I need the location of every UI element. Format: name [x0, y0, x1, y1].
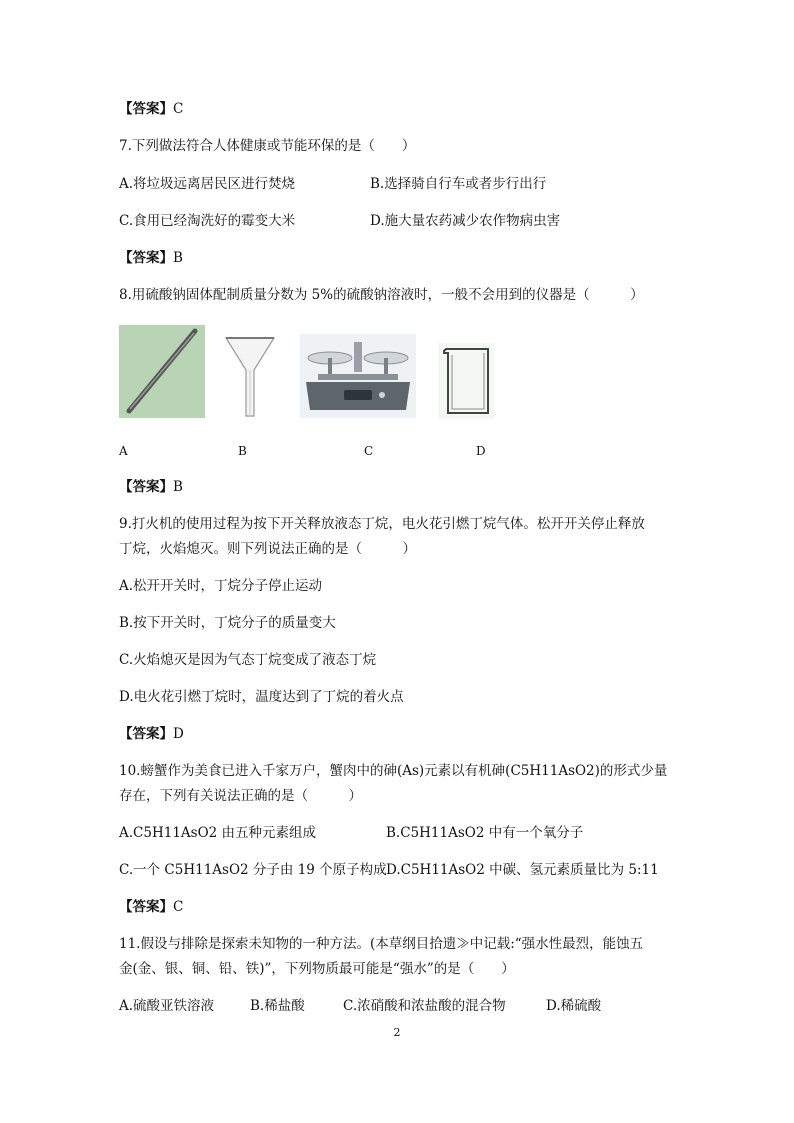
answer-q6: 【答案】C	[119, 101, 184, 117]
q7-option-d: D.施大量农药减少农作物病虫害	[370, 213, 561, 229]
question-10-stem-line1: 10.螃蟹作为美食已进入千家万户，蟹肉中的砷(As)元素以有机砷(C5H11AsO2)的形式少量	[119, 763, 668, 779]
question-11-stem-line2: 金(金、银、铜、铅、铁)”，下列物质最可能是“强水”的是（ ）	[119, 961, 515, 977]
q11-option-a: A.硫酸亚铁溶液	[119, 998, 215, 1014]
funnel-image	[224, 336, 276, 420]
answer-q7: 【答案】B	[119, 250, 183, 266]
image-label-d: D	[476, 444, 486, 458]
q9-option-b: B.按下开关时，丁烷分子的质量变大	[119, 615, 336, 631]
answer-q9: 【答案】D	[119, 726, 184, 742]
balance-image	[300, 334, 416, 418]
q7-option-b: B.选择骑自行车或者步行出行	[370, 176, 547, 192]
q10-option-b: B.C5H11AsO2 中有一个氧分子	[386, 825, 584, 841]
question-11-stem-line1: 11.假设与排除是探索未知物的一种方法。(本草纲目拾遗≫中记载:“强水性最烈，能蚀五	[119, 936, 644, 952]
image-label-a: A	[119, 444, 128, 458]
answer-q10: 【答案】C	[119, 899, 184, 915]
q11-option-d: D.稀硫酸	[546, 998, 602, 1014]
question-8-stem: 8.用硫酸钠固体配制质量分数为 5%的硫酸钠溶液时，一般不会用到的仪器是（ ）	[119, 287, 644, 303]
q7-option-a: A.将垃圾远离居民区进行焚烧	[119, 176, 296, 192]
q7-option-c: C.食用已经淘洗好的霉变大米	[119, 213, 296, 229]
glass-rod-image	[119, 325, 205, 418]
q10-option-a: A.C5H11AsO2 由五种元素组成	[119, 825, 317, 841]
page-number: 2	[393, 1026, 401, 1039]
question-10-stem-line2: 存在，下列有关说法正确的是（ ）	[119, 788, 362, 804]
beaker-image	[438, 343, 494, 419]
q9-option-a: A.松开开关时，丁烷分子停止运动	[119, 578, 323, 594]
q11-option-b: B.稀盐酸	[250, 998, 305, 1014]
question-7-stem: 7.下列做法符合人体健康或节能环保的是（ ）	[119, 138, 416, 154]
q9-option-c: C.火焰熄灭是因为气态丁烷变成了液态丁烷	[119, 652, 377, 668]
q10-option-c: C.一个 C5H11AsO2 分子由 19 个原子构成	[119, 862, 387, 878]
question-9-stem-line2: 丁烷，火焰熄灭。则下列说法正确的是（ ）	[119, 541, 416, 557]
q10-option-d: D.C5H11AsO2 中碳、氢元素质量比为 5:11	[386, 862, 659, 878]
q11-option-c: C.浓硝酸和浓盐酸的混合物	[343, 998, 506, 1014]
answer-q8: 【答案】B	[119, 479, 183, 495]
image-label-c: C	[364, 444, 374, 458]
image-label-b: B	[238, 444, 247, 458]
q9-option-d: D.电火花引燃丁烷时，温度达到了丁烷的着火点	[119, 689, 404, 705]
question-9-stem-line1: 9.打火机的使用过程为按下开关释放液态丁烷，电火花引燃丁烷气体。松开开关停止释放	[119, 516, 645, 532]
